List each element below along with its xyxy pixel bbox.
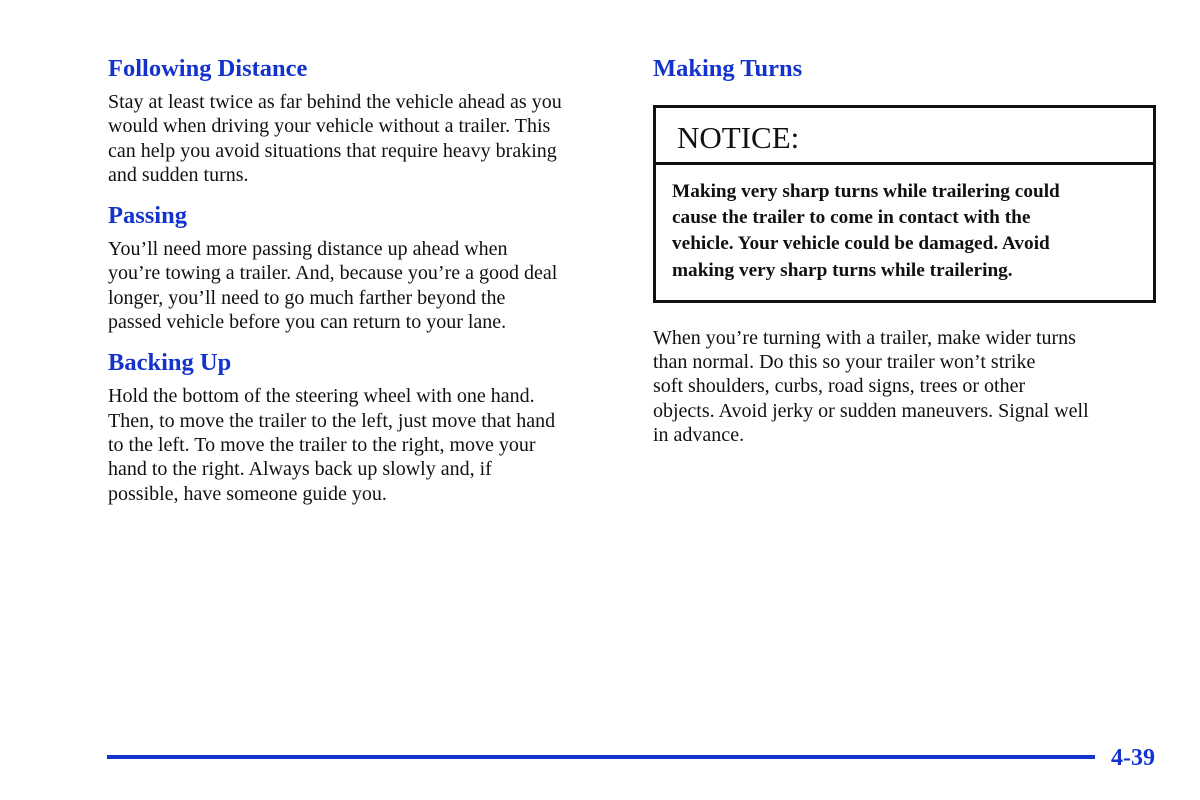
left-column bbox=[108, 54, 620, 506]
footer-rule bbox=[107, 755, 1095, 759]
paragraph-making-turns: When you’re turning with a trailer, make wider turns than normal. Do this so your trailer won’t strike soft shoulders, curbs, road signs, trees or other objects. Avoid jerky or sudden maneuvers. Signal well in advance. bbox=[653, 326, 1089, 446]
heading-backing-up: Backing Up bbox=[108, 349, 232, 377]
heading-following-distance: Following Distance bbox=[108, 55, 308, 82]
heading-making-turns: Making Turns bbox=[653, 55, 803, 82]
page-number: 4-39 bbox=[1111, 745, 1155, 771]
right-column bbox=[653, 54, 1161, 447]
section-following-distance bbox=[108, 54, 620, 187]
notice-text: Making very sharp turns while trailering could cause the trailer to come in contact with the vehicle. Your vehicle could be damaged. Avoid making very sharp turns while trailering. bbox=[672, 181, 1060, 281]
notice-title: NOTICE: bbox=[656, 108, 1153, 165]
heading-passing: Passing bbox=[108, 202, 187, 230]
paragraph-backing-up: Hold the bottom of the steering wheel with one hand. Then, to move the trailer to the left, just move that hand to the left. To move the trailer to the right, move your hand to the right. Always back up slowly and, if possible, have someone guide you. bbox=[108, 385, 556, 505]
section-passing bbox=[108, 201, 620, 334]
notice-box bbox=[653, 105, 1156, 303]
paragraph-following-distance: Stay at least twice as far behind the vehicle ahead as you would when driving your vehicle without a trailer. This can help you avoid situations that require heavy braking and sudden turns. bbox=[108, 91, 562, 186]
paragraph-passing: You’ll need more passing distance up ahead when you’re towing a trailer. And, because you’re a good deal longer, you’ll need to go much farther beyond the passed vehicle before you can return to your lane. bbox=[108, 238, 558, 334]
section-backing-up bbox=[108, 348, 620, 505]
